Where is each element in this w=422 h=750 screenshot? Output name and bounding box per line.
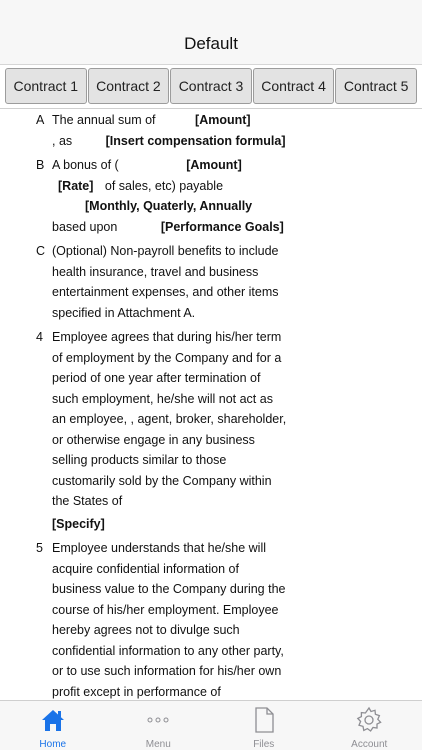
clause-b [0,155,282,237]
clause-5 [0,538,286,700]
clause-text: an employee, , agent, broker, shareholder, [52,412,287,426]
clause-text: acquire confidential information of [52,561,239,576]
clause-text: The annual sum of [52,113,156,127]
tab-contract-1[interactable]: Contract 1 [5,68,87,104]
clause-text: profit except in performance of [52,684,221,699]
tabbar-files[interactable] [211,701,317,750]
tabbar-label: Menu [145,739,171,750]
clause-text: or otherwise engage in any business [52,432,255,447]
clause-text: entertainment expenses, and other items [52,285,279,299]
clause-text: Employee agrees that during his/her term [52,330,282,344]
clause-marker: 4 [36,330,43,344]
tab-contract-4[interactable]: Contract 4 [253,68,335,104]
tabbar-label: Files [253,739,275,750]
clause-4 [0,327,287,534]
clause-text: period of one year after termination of [52,371,261,385]
clause-text: Employee understands that he/she will [52,541,267,555]
clause-text: selling products similar to those [52,453,227,467]
clause-text: A bonus of ( [52,158,119,172]
placeholder-field: [Monthly, Quaterly, Annually [85,199,253,213]
placeholder-field: [Amount] [186,158,242,172]
tabbar-label: Account [351,739,388,750]
clause-text: (Optional) Non-payroll benefits to include [52,244,279,258]
contract-document[interactable] [0,108,422,700]
tabbar-menu[interactable] [106,701,212,750]
tab-contract-3[interactable]: Contract 3 [170,68,252,104]
contract-tabs [5,68,417,104]
placeholder-field: [Rate] [58,178,94,193]
clause-text: the States of [52,494,123,508]
clause-marker: B [36,158,45,172]
clause-text: or to use such information for his/her own [52,664,282,678]
clause-text: business value to the Company during the [52,582,286,596]
tab-contract-2[interactable]: Contract 2 [88,68,170,104]
page-title: Default [184,34,238,53]
clause-text: specified in Attachment A. [52,305,196,320]
tab-bar [0,700,422,750]
clause-text: course of his/her employment. Employee [52,602,279,617]
clause-text: based upon [52,219,118,234]
clause-marker: C [36,244,46,258]
clause-marker: A [36,113,45,127]
placeholder-field: [Specify] [52,516,105,531]
tabbar-label: Home [39,739,67,750]
clause-text: customarily sold by the Company within [52,473,272,488]
placeholder-field: [Performance Goals] [160,219,284,234]
placeholder-field: [Insert compensation formula] [105,133,286,148]
gear-icon [354,705,384,735]
tab-contract-5[interactable]: Contract 5 [335,68,417,104]
more-dots-icon [143,705,173,735]
clause-text: hereby agrees not to divulge such [52,623,240,637]
clause-a [0,110,286,151]
clause-text: of employment by the Company and for a [52,350,282,365]
clause-text: confidential information to any other party, [52,643,284,658]
clause-c [0,241,282,323]
tabbar-home[interactable] [0,701,106,750]
clause-text: , as [52,133,73,148]
clause-text: health insurance, travel and business [52,264,259,279]
clause-marker: 5 [36,541,43,555]
navigation-bar [0,0,422,65]
placeholder-field: [Amount] [195,113,251,127]
clause-text: of sales, etc) payable [104,178,224,193]
file-icon [249,705,279,735]
home-icon [38,705,68,735]
clause-text: such employment, he/she will not act as [52,391,273,406]
tabbar-account[interactable] [317,701,422,750]
